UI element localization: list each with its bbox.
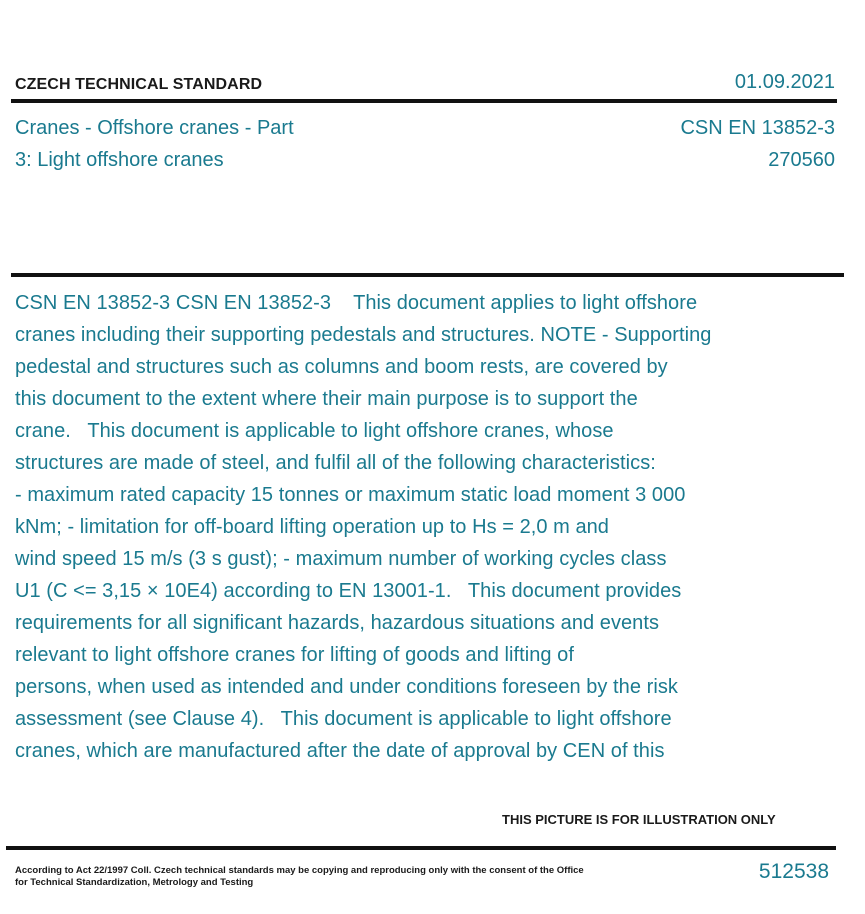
abstract-line: CSN EN 13852-3 CSN EN 13852-3 This document applies to light offshore <box>15 292 698 314</box>
standard-header-title: CZECH TECHNICAL STANDARD <box>15 76 263 93</box>
abstract-line: relevant to light offshore cranes for lifting of goods and lifting of <box>15 644 574 666</box>
abstract-line: - maximum rated capacity 15 tonnes or maximum static load moment 3 000 <box>15 484 686 506</box>
document-number: 512538 <box>758 860 829 883</box>
publication-date: 01.09.2021 <box>734 71 835 93</box>
abstract-line: cranes including their supporting pedestals and structures. NOTE - Supporting <box>15 324 712 346</box>
footer-divider <box>6 846 836 850</box>
illustration-disclaimer: THIS PICTURE IS FOR ILLUSTRATION ONLY <box>502 812 776 827</box>
abstract-line: persons, when used as intended and under conditions foreseen by the risk <box>15 676 678 698</box>
abstract-text <box>15 287 775 767</box>
abstract-line: wind speed 15 m/s (3 s gust); - maximum number of working cycles class <box>15 548 667 570</box>
standard-codes <box>680 112 835 176</box>
standard-designation: CSN EN 13852-3 <box>680 117 835 139</box>
section-divider <box>11 273 844 277</box>
legal-notice-line: According to Act 22/1997 Coll. Czech technical standards may be copying and reproducing only with the consent of the Office <box>15 865 584 876</box>
standard-title-line: Cranes - Offshore cranes - Part <box>15 117 294 139</box>
abstract-line: requirements for all significant hazards, hazardous situations and events <box>15 612 660 634</box>
legal-notice-line: for Technical Standardization, Metrology and Testing <box>15 877 254 888</box>
abstract-line: assessment (see Clause 4). This document is applicable to light offshore <box>15 708 672 730</box>
abstract-line: this document to the extent where their main purpose is to support the <box>15 388 638 410</box>
standard-title <box>15 112 294 176</box>
standard-title-line: 3: Light offshore cranes <box>15 149 224 171</box>
abstract-line: kNm; - limitation for off-board lifting operation up to Hs = 2,0 m and <box>15 516 609 538</box>
abstract-line: U1 (C <= 3,15 × 10E4) according to EN 13001-1. This document provides <box>15 580 682 602</box>
abstract-line: pedestal and structures such as columns and boom rests, are covered by <box>15 356 668 378</box>
abstract-line: crane. This document is applicable to light offshore cranes, whose <box>15 420 614 442</box>
abstract-line: structures are made of steel, and fulfil all of the following characteristics: <box>15 452 656 474</box>
classification-code: 270560 <box>768 149 835 171</box>
header-divider <box>11 99 837 103</box>
abstract-line: cranes, which are manufactured after the date of approval by CEN of this <box>15 740 665 762</box>
legal-notice <box>15 865 595 889</box>
